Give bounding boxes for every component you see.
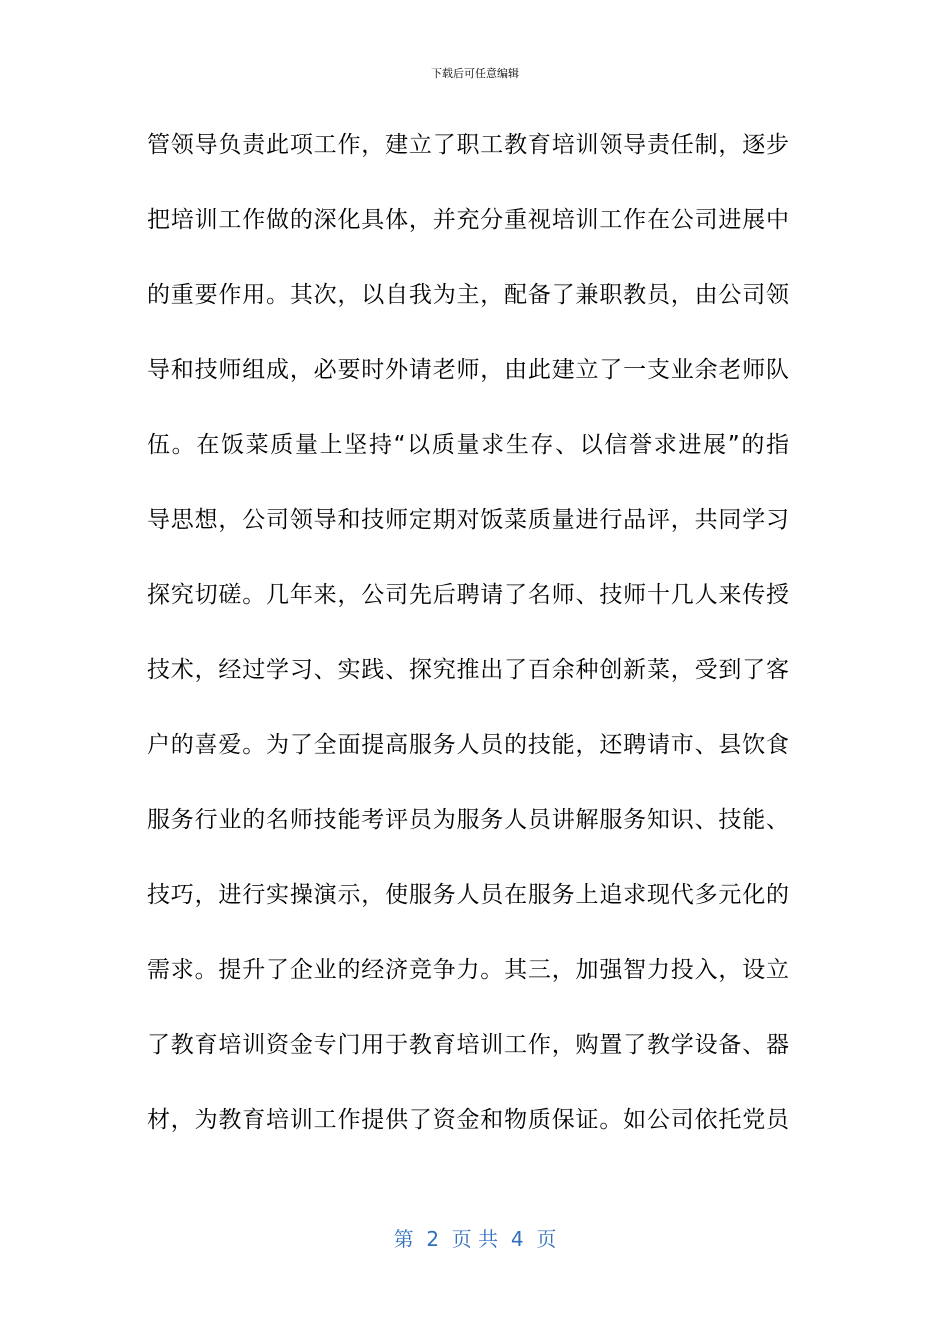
body-line [147,1102,807,1177]
body-line-text: 材，为教育培训工作提供了资金和物质保证。如公司依托党员 [147,1107,790,1133]
body-line [147,727,807,802]
body-line [147,577,807,652]
body-line-text: 技巧，进行实操演示，使服务人员在服务上追求现代多元化的 [147,882,790,908]
body-line-text: 管领导负责此项工作，建立了职工教育培训领导责任制，逐步 [147,132,790,158]
body-line [147,277,807,352]
document-body [147,127,807,1177]
page-header: 下载后可任意编辑 [431,67,519,80]
body-line [147,652,807,727]
body-line [147,802,807,877]
body-line-text: 技术，经过学习、实践、探究推出了百余种创新菜，受到了客 [147,657,790,683]
body-line [147,877,807,952]
body-line [147,502,807,577]
body-line-text: 了教育培训资金专门用于教育培训工作，购置了教学设备、器 [147,1032,790,1058]
body-line-text: 伍。在饭菜质量上坚持“以质量求生存、以信誉求进展”的指 [147,432,791,458]
body-line-text: 服务行业的名师技能考评员为服务人员讲解服务知识、技能、 [147,807,790,833]
page-number-footer: 第 2 页 共 4 页 [393,1227,557,1251]
body-line-text: 需求。提升了企业的经济竞争力。其三，加强智力投入，设立 [147,957,790,983]
body-line [147,352,807,427]
body-line-text: 把培训工作做的深化具体，并充分重视培训工作在公司进展中 [147,207,790,233]
body-line [147,1027,807,1102]
body-line [147,202,807,277]
body-line-text: 探究切磋。几年来，公司先后聘请了名师、技师十几人来传授 [147,582,790,608]
body-line-text: 的重要作用。其次，以自我为主，配备了兼职教员，由公司领 [147,282,790,308]
body-line [147,427,807,502]
body-line [147,952,807,1027]
body-line-text: 导和技师组成，必要时外请老师，由此建立了一支业余老师队 [147,357,790,383]
body-line-text: 导思想，公司领导和技师定期对饭菜质量进行品评，共同学习 [147,507,790,533]
body-line [147,127,807,202]
body-line-text: 户的喜爱。为了全面提高服务人员的技能，还聘请市、县饮食 [147,732,790,758]
